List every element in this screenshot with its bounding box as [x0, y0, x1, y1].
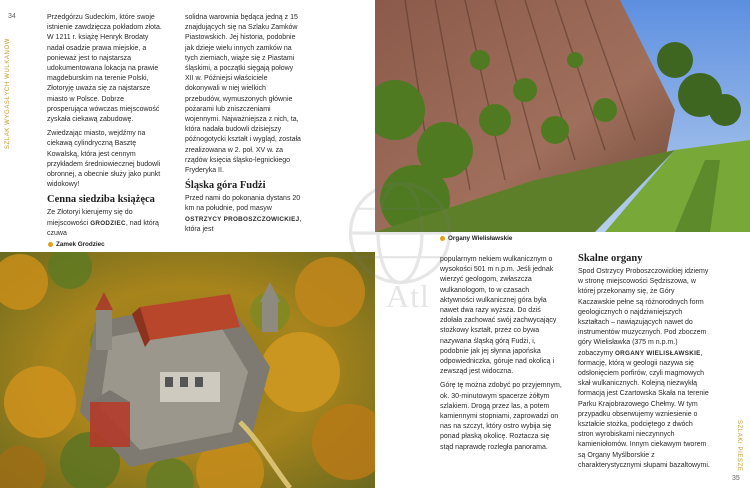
paragraph: Ze Złotoryi kierujemy się do miejscowości GRODZIEC, nad którą czuwa [47, 209, 159, 237]
paragraph: solidna warownia będąca jedną z 15 znajdujących się na Szlaku Zamków Piastowskich. Jej historia, podobnie jak dzieje wielu innych zamków na tych ziemiach, wiąże się z Piastami śląskimi, a początki sięgają połowy XII w. Późniejsi właściciele dokonywali w niej wielkich przebudów, wymuszonych głównie pożarami lub zniszczeniami wojennymi. Najważniejsza z nich, ta, która nadała budowli dzisiejszy późnogotycki kształt i wygląd, została zrealizowana w 2. poł. XV w. za rządów księcia śląsko-legnickiego Fryderyka II. [185, 14, 301, 175]
right-side-label: SZLAKI PIESZE [736, 420, 742, 472]
caption-dot-icon [48, 242, 53, 247]
paragraph: Przed nami do pokonania dystans 20 km na południe, pod masyw OSTRZYCY PROBOSZCZOWICKIEJ, która jest [185, 195, 302, 233]
paragraph: popularnym nekiem wulkanicznym o wysokości 501 m n.p.m. Jeśli jednak wierzyć geologom, zwłaszcza wulkanologom, to w czasach aktywności wulkanicznej góra była nawet dwa razy wyższa. Do dziś zdołała zachować swój zachwycający stożkowy kształt, przez co bywa nazywana śląską górą Fudżi, i, podobnie jak jej słynna japońska odpowiedniczka, góruje nad okolicą i zewsząd jest widoczna. [440, 256, 557, 376]
right-column-1 [440, 255, 564, 457]
right-page-number: 35 [732, 475, 740, 482]
section-heading: Cenna siedziba książęca [47, 194, 155, 206]
left-column-1 [47, 13, 165, 243]
left-side-label: SZLAK WYGASŁYCH WULKANÓW [5, 38, 11, 150]
watermark-text: Atl [386, 278, 430, 314]
paragraph: Spod Ostrzycy Proboszczowickiej idziemy w stronę miejscowości Sędziszowa, w której przekonamy się, że Góry Kaczawskie pełne są różnorodnych form geologicznych o najdziwniejszych kształtach – nawiązujących nawet do instrumentów muzycznych. Pod zboczem góry Wielisławka (375 m n.p.m.) zobaczymy ORGANY WIELISŁAWSKIE, formację, którą w geologii nazywa się odsłonięciem porfirów, czyli magmowych skał wulkanicznych. Kolejną niezwykłą formacją jest Czartowska Skała na terenie Parku Krajobrazowego Chełmy. W tym przypadku obserwujemy wzniesienie o kształcie stożka, podciętego z dwóch stron wyrobiskami nieczynnych kamieniołomów. Innym ciekawym tworem są Organy Myślborskie z charakterystycznymi słupami bazaltowymi. [578, 268, 710, 469]
left-column-2 [185, 13, 303, 239]
paragraph: Zwiedzając miasto, wejdźmy na ciekawą cylindryczną Basztę Kowalską, która jest cennym przykładem średniowiecznej budowli obronnej, a obecnie służy jako punkt widokowy! [47, 130, 161, 189]
paragraph: Przedgórzu Sudeckim, które swoje istnienie zawdzięcza pokładom złota. W 1211 r. książę Henryk Brodaty nadał osadzie prawa miejskie, a ponieważ jest to najstarsza udokumentowana lokacja na prawie magdeburskim na terenie Polski, Złotoryję uważa się za najstarsze miasto w Polsce. Dobrze prosperująca wówczas miejscowość zyskała ciekawą zabudowę. [47, 14, 162, 124]
right-column-2 [578, 250, 710, 475]
photo-caption-castle: Zamek Grodziec [48, 241, 105, 248]
castle-photo [0, 252, 375, 488]
globe-watermark-icon [345, 178, 455, 288]
section-heading: Skalne organy [578, 253, 643, 264]
paragraph: Górę tę można zdobyć po przyjemnym, ok. 30-minutowym spacerze żółtym szlakiem. Drogą przez las, a potem kamiennymi stopniami, zaprowadzi on nas na szczyt, który ostro wybija się ponad płaską okolicę. Roztacza się stąd naprawdę rozległa panorama. [440, 382, 562, 451]
section-heading: Śląska góra Fudżi [185, 180, 266, 192]
left-page-number: 34 [8, 13, 16, 20]
photo-caption-organs: Organy Wielisławskie [440, 235, 512, 242]
